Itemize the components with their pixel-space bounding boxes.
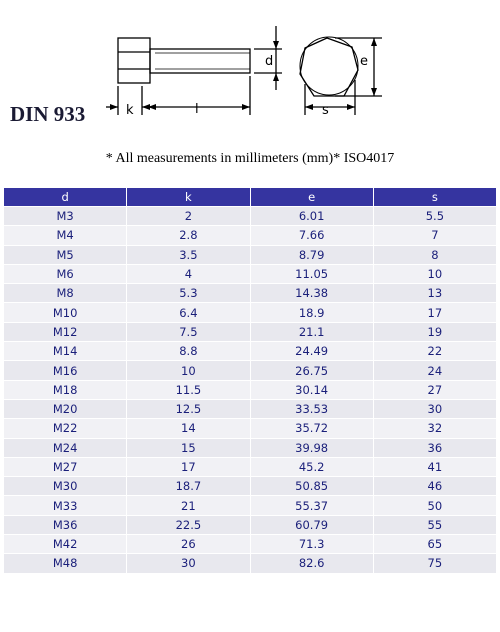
table-cell-k: 17 [127,457,250,476]
table-cell-e: 50.85 [250,477,373,496]
table-cell-e: 7.66 [250,226,373,245]
table-cell-k: 18.7 [127,477,250,496]
table-cell-k: 5.3 [127,284,250,303]
header-e: e [250,188,373,207]
table-cell-e: 6.01 [250,207,373,226]
table-cell-s: 17 [373,303,496,322]
label-k: k [126,103,134,118]
table-cell-s: 65 [373,535,496,554]
table-cell-s: 46 [373,477,496,496]
table-cell-s: 27 [373,380,496,399]
table-cell-e: 60.79 [250,515,373,534]
table-cell-k: 3.5 [127,245,250,264]
label-l: l [195,102,199,117]
table-cell-e: 30.14 [250,380,373,399]
table-cell-d: M4 [4,226,127,245]
table-cell-d: M24 [4,438,127,457]
table-cell-s: 22 [373,342,496,361]
table-cell-s: 10 [373,264,496,283]
table-cell-d: M14 [4,342,127,361]
table-row [4,419,497,438]
table-cell-e: 33.53 [250,399,373,418]
table-cell-d: M12 [4,322,127,341]
table-body [4,207,497,574]
table-row [4,438,497,457]
table-cell-d: M10 [4,303,127,322]
table-cell-k: 7.5 [127,322,250,341]
header-s: s [373,188,496,207]
table-cell-k: 8.8 [127,342,250,361]
table-cell-k: 2.8 [127,226,250,245]
table-cell-k: 22.5 [127,515,250,534]
table-row [4,264,497,283]
spec-table [3,187,497,574]
table-cell-s: 50 [373,496,496,515]
table-cell-k: 10 [127,361,250,380]
table-cell-s: 32 [373,419,496,438]
table-row [4,477,497,496]
table-row [4,322,497,341]
table-cell-k: 30 [127,554,250,573]
table-cell-s: 13 [373,284,496,303]
table-cell-s: 36 [373,438,496,457]
table-cell-d: M22 [4,419,127,438]
label-d: d [265,54,274,69]
table-row [4,226,497,245]
table-cell-e: 24.49 [250,342,373,361]
table-cell-s: 19 [373,322,496,341]
table-cell-k: 4 [127,264,250,283]
table-cell-s: 55 [373,515,496,534]
table-row [4,399,497,418]
table-cell-e: 21.1 [250,322,373,341]
table-cell-d: M8 [4,284,127,303]
table-row [4,554,497,573]
table-cell-k: 11.5 [127,380,250,399]
table-row [4,361,497,380]
bolt-head-side [118,38,150,83]
measurement-note: * All measurements in millimeters (mm)* ISO4017 [105,151,395,166]
table-cell-e: 14.38 [250,284,373,303]
label-e: e [360,54,368,69]
table-cell-s: 24 [373,361,496,380]
table-cell-s: 7 [373,226,496,245]
table-cell-k: 15 [127,438,250,457]
header-k: k [127,188,250,207]
table-cell-s: 75 [373,554,496,573]
table-cell-e: 71.3 [250,535,373,554]
table-cell-e: 45.2 [250,457,373,476]
table-cell-d: M18 [4,380,127,399]
table-row [4,342,497,361]
table-cell-e: 18.9 [250,303,373,322]
table-cell-e: 82.6 [250,554,373,573]
table-cell-e: 39.98 [250,438,373,457]
table-cell-e: 26.75 [250,361,373,380]
header-d: d [4,188,127,207]
table-row [4,380,497,399]
table-cell-k: 14 [127,419,250,438]
label-s: s [322,103,329,118]
table-header-row [4,188,497,207]
table-cell-d: M27 [4,457,127,476]
table-cell-e: 8.79 [250,245,373,264]
table-row [4,245,497,264]
table-cell-k: 12.5 [127,399,250,418]
table-cell-k: 2 [127,207,250,226]
table-cell-k: 21 [127,496,250,515]
table-cell-d: M30 [4,477,127,496]
table-cell-e: 55.37 [250,496,373,515]
table-cell-e: 11.05 [250,264,373,283]
table-row [4,207,497,226]
table-cell-d: M6 [4,264,127,283]
table-cell-k: 6.4 [127,303,250,322]
table-row [4,284,497,303]
table-cell-d: M5 [4,245,127,264]
table-row [4,496,497,515]
table-cell-k: 26 [127,535,250,554]
table-cell-s: 8 [373,245,496,264]
table-row [4,457,497,476]
table-cell-s: 5.5 [373,207,496,226]
table-cell-s: 30 [373,399,496,418]
table-cell-e: 35.72 [250,419,373,438]
table-cell-s: 41 [373,457,496,476]
table-row [4,303,497,322]
table-row [4,515,497,534]
table-cell-d: M20 [4,399,127,418]
table-cell-d: M36 [4,515,127,534]
table-cell-d: M16 [4,361,127,380]
table-cell-d: M33 [4,496,127,515]
table-cell-d: M48 [4,554,127,573]
table-cell-d: M42 [4,535,127,554]
table-cell-d: M3 [4,207,127,226]
table-row [4,535,497,554]
standard-title: DIN 933 [10,102,86,126]
